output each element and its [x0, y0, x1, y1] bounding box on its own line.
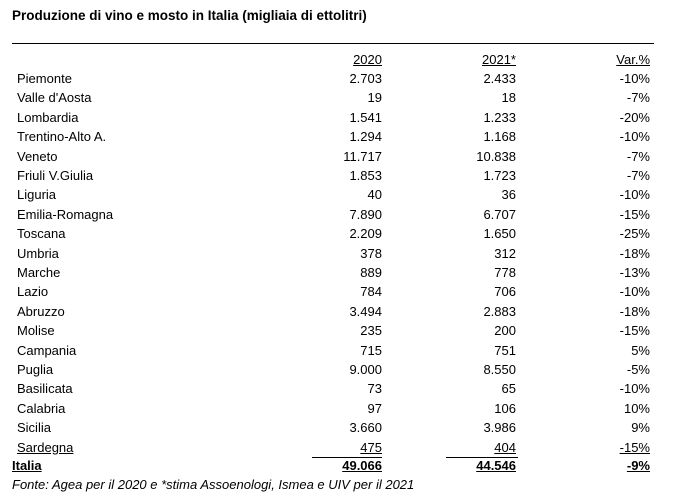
- region-name: Lombardia: [17, 109, 79, 125]
- value-2020: 784: [360, 284, 382, 300]
- table-row: [12, 399, 654, 418]
- table-row: [12, 418, 654, 437]
- value-2020: 73: [367, 381, 382, 397]
- table-row: [12, 108, 654, 127]
- value-2020: 715: [360, 342, 382, 358]
- value-var: 9%: [631, 420, 650, 436]
- table-row: [12, 263, 654, 282]
- value-2021: 10.838: [476, 148, 516, 164]
- value-var: -10%: [619, 381, 650, 397]
- value-2020: 11.717: [343, 148, 382, 164]
- value-2020: 2.209: [349, 226, 382, 242]
- region-name: Valle d'Aosta: [17, 90, 92, 106]
- value-2021: 1.650: [483, 226, 516, 242]
- table-title: Produzione di vino e mosto in Italia (migliaia di ettolitri): [12, 8, 367, 23]
- value-2021: 200: [494, 323, 516, 339]
- region-name: Trentino-Alto A.: [17, 129, 107, 145]
- region-name: Liguria: [17, 187, 57, 203]
- value-var: -5%: [626, 362, 650, 377]
- value-2020: 235: [360, 323, 382, 339]
- table-row: [12, 185, 654, 204]
- value-var: -10%: [619, 129, 650, 145]
- value-2021: 106: [494, 400, 516, 416]
- region-name: Molise: [17, 323, 55, 339]
- value-2021: 8.550: [483, 362, 516, 377]
- table-row: [12, 341, 654, 360]
- value-2021: 706: [494, 284, 516, 300]
- region-name: Sicilia: [17, 420, 51, 436]
- value-2021: 6.707: [483, 206, 516, 222]
- table-row: [12, 360, 654, 379]
- value-var: -7%: [626, 90, 650, 106]
- value-var: -25%: [619, 226, 650, 242]
- total-2020: 49.066: [342, 458, 382, 473]
- value-var: -15%: [619, 206, 650, 222]
- value-2020: 889: [360, 265, 382, 280]
- value-2020: 2.703: [349, 71, 382, 86]
- table-row: [12, 88, 654, 107]
- region-name: Emilia-Romagna: [17, 206, 114, 222]
- table-row: [12, 224, 654, 243]
- value-var: -20%: [619, 109, 650, 125]
- value-2020: 1.294: [349, 129, 382, 145]
- value-2020: 475: [360, 439, 382, 455]
- table-row: [12, 244, 654, 263]
- header-row: [12, 50, 654, 69]
- value-2021: 778: [494, 265, 516, 280]
- value-var: -18%: [619, 245, 650, 261]
- value-2021: 404: [494, 439, 516, 455]
- value-2020: 3.494: [349, 303, 382, 319]
- table-row: [12, 379, 654, 398]
- table-row: [12, 147, 654, 166]
- value-var: -15%: [619, 439, 650, 455]
- column-header-2021: 2021*: [482, 52, 516, 67]
- column-header-2020: 2020: [353, 52, 382, 67]
- region-name: Lazio: [17, 284, 49, 300]
- footnote: Fonte: Agea per il 2020 e *stima Assoenologi, Ismea e UIV per il 2021: [12, 477, 415, 492]
- value-var: -10%: [619, 284, 650, 300]
- table-row: [12, 302, 654, 321]
- column-header-var: Var.%: [616, 52, 650, 67]
- value-2021: 18: [501, 90, 516, 106]
- top-rule: [12, 43, 654, 44]
- total-row: [12, 456, 654, 475]
- value-2020: 1.853: [349, 168, 382, 183]
- total-2021: 44.546: [476, 458, 516, 473]
- total-var: -9%: [626, 458, 650, 473]
- table-row: [12, 69, 654, 88]
- value-2021: 2.433: [483, 71, 516, 86]
- value-var: 5%: [631, 342, 650, 358]
- region-name: Sardegna: [17, 439, 74, 455]
- value-2020: 40: [367, 187, 382, 203]
- region-name: Marche: [17, 265, 61, 280]
- value-2021: 312: [494, 245, 516, 261]
- value-2020: 19: [367, 90, 382, 106]
- value-2021: 3.986: [483, 420, 516, 436]
- value-var: -15%: [619, 323, 650, 339]
- region-name: Umbria: [17, 245, 59, 261]
- region-name: Toscana: [17, 226, 66, 242]
- region-name: Piemonte: [17, 71, 72, 86]
- value-2020: 378: [360, 245, 382, 261]
- table-row: [12, 127, 654, 146]
- value-2020: 7.890: [349, 206, 382, 222]
- value-2021: 65: [501, 381, 516, 397]
- region-name: Abruzzo: [17, 303, 65, 319]
- value-var: 10%: [623, 400, 650, 416]
- region-name: Veneto: [17, 148, 58, 164]
- value-var: -7%: [626, 168, 650, 183]
- value-2021: 2.883: [483, 303, 516, 319]
- value-2020: 1.541: [349, 109, 382, 125]
- value-var: -18%: [619, 303, 650, 319]
- region-name: Campania: [17, 342, 77, 358]
- value-2021: 751: [494, 342, 516, 358]
- table-row: [12, 205, 654, 224]
- value-2020: 9.000: [349, 362, 382, 377]
- total-label: Italia: [12, 458, 42, 473]
- table-row: [12, 438, 654, 457]
- value-var: -13%: [619, 265, 650, 280]
- value-2020: 3.660: [349, 420, 382, 436]
- table-row: [12, 321, 654, 340]
- region-name: Basilicata: [17, 381, 73, 397]
- region-name: Puglia: [17, 362, 54, 377]
- region-name: Friuli V.Giulia: [17, 168, 94, 183]
- region-name: Calabria: [17, 400, 66, 416]
- value-2021: 36: [501, 187, 516, 203]
- value-var: -10%: [619, 71, 650, 86]
- value-2021: 1.168: [483, 129, 516, 145]
- table-row: [12, 166, 654, 185]
- value-2021: 1.233: [483, 109, 516, 125]
- value-2020: 97: [367, 400, 382, 416]
- value-var: -7%: [626, 148, 650, 164]
- table-row: [12, 282, 654, 301]
- value-2021: 1.723: [483, 168, 516, 183]
- value-var: -10%: [619, 187, 650, 203]
